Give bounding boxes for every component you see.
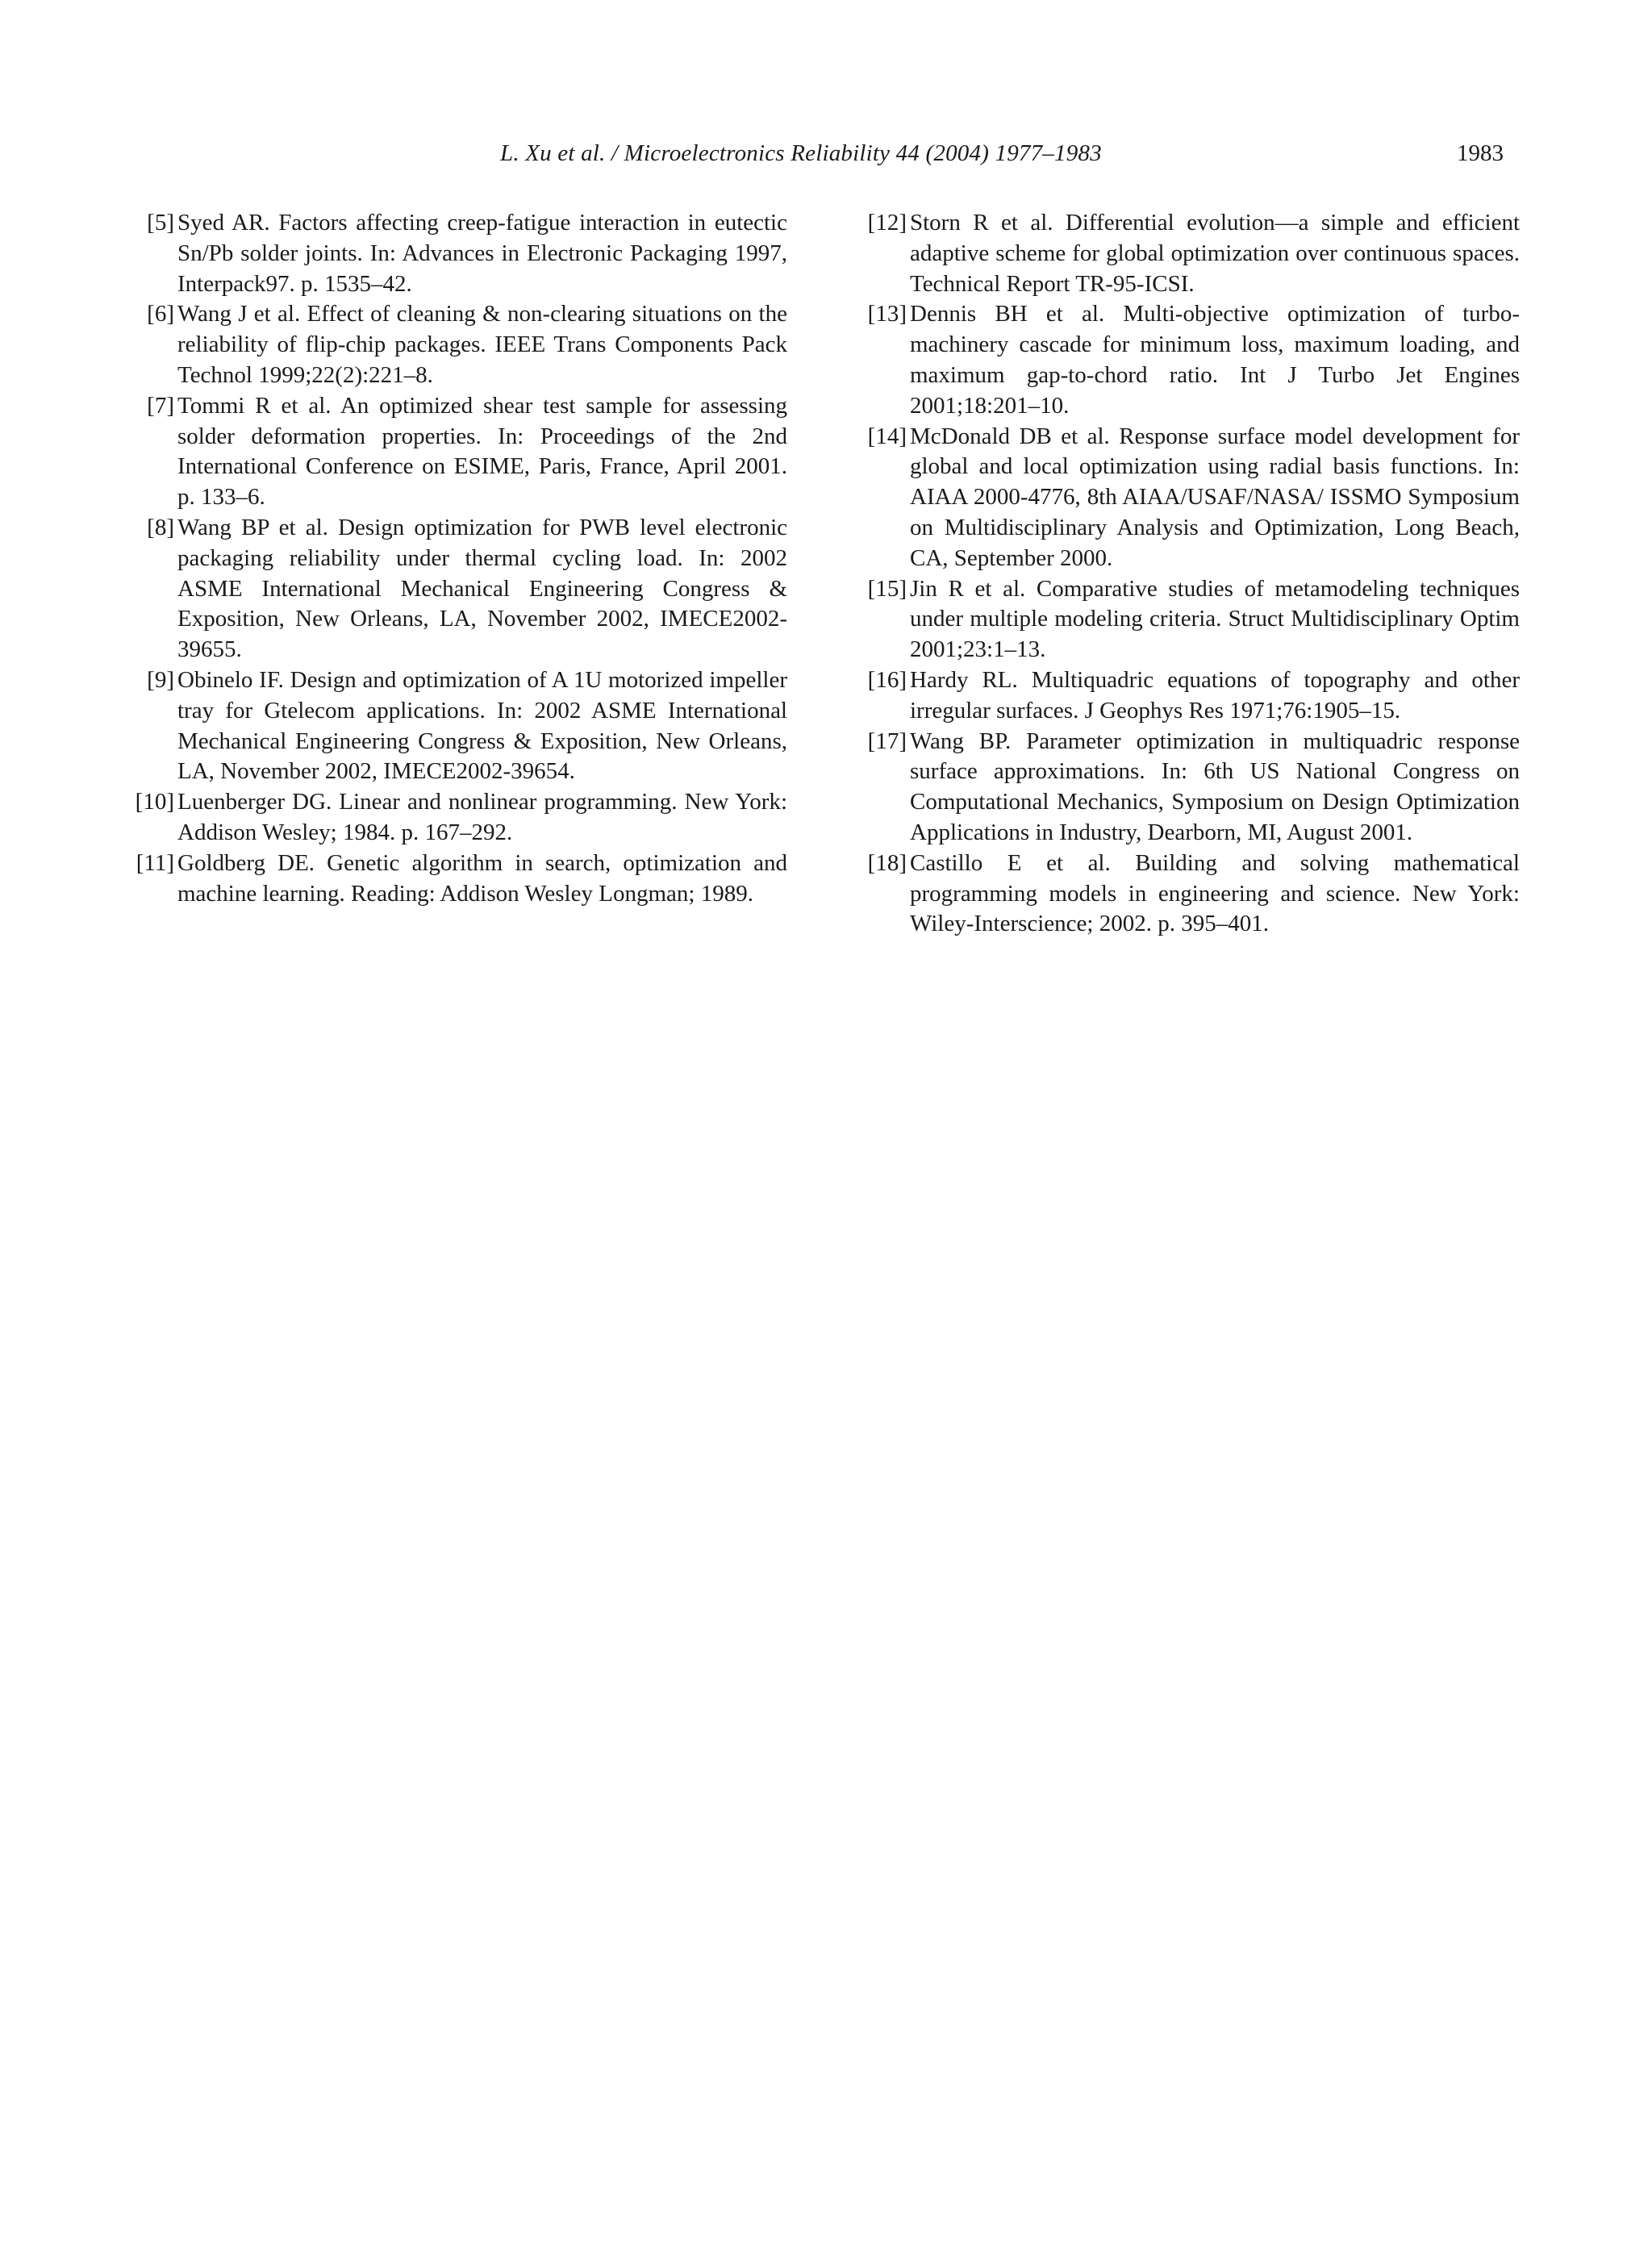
reference-item bbox=[865, 208, 1520, 299]
reference-item bbox=[132, 513, 787, 665]
reference-item bbox=[132, 208, 787, 299]
reference-text: Syed AR. Factors affecting creep-fatigue interaction in eutectic Sn/Pb solder joints. In: Advances in Electronic Packaging 1997, Interpack97. p. 1535–42. bbox=[177, 210, 787, 297]
reference-label: [9] bbox=[147, 666, 174, 693]
reference-text: McDonald DB et al. Response surface model development for global and local optimization using radial basis functions. In: AIAA 2000-4776, 8th AIAA/USAF/NASA/ ISSMO Symposium on Multidisciplinary Analysis and Optimization, Long Beach, CA, September 2000. bbox=[910, 423, 1520, 571]
reference-label: [12] bbox=[867, 210, 907, 236]
reference-label: [16] bbox=[867, 666, 907, 693]
reference-label: [17] bbox=[867, 728, 907, 754]
reference-item bbox=[865, 665, 1520, 727]
reference-item bbox=[132, 849, 787, 910]
reference-label: [18] bbox=[867, 849, 907, 876]
reference-text: Dennis BH et al. Multi-objective optimization of turbomachinery cascade for minimum loss, maximum loading, and maximum gap-to-chord ratio. Int J Turbo Jet Engines 2001;18:201–10. bbox=[910, 301, 1520, 419]
references-right-column bbox=[865, 208, 1520, 940]
reference-item bbox=[865, 422, 1520, 574]
reference-text: Obinelo IF. Design and optimization of A 1U motorized impeller tray for Gtelecom applications. In: 2002 ASME International Mechanical Engineering Congress & Exposition, New Orleans, LA, November 2002, IMECE2002-39654. bbox=[177, 666, 787, 785]
reference-text: Hardy RL. Multiquadric equations of topography and other irregular surfaces. J Geophys Res 1971;76:1905–15. bbox=[910, 666, 1520, 724]
reference-label: [13] bbox=[867, 301, 907, 327]
references-left-column bbox=[132, 208, 787, 909]
reference-text: Wang BP et al. Design optimization for PWB level electronic packaging reliability under thermal cycling load. In: 2002 ASME International Mechanical Engineering Congress & Exposition, New Orleans, LA, November 2002, IMECE2002-39655. bbox=[177, 514, 787, 663]
reference-text: Wang J et al. Effect of cleaning & non-clearing situations on the reliability of flip-chip packages. IEEE Trans Components Pack Technol 1999;22(2):221–8. bbox=[177, 301, 787, 388]
reference-item bbox=[132, 299, 787, 390]
reference-label: [15] bbox=[867, 575, 907, 602]
reference-text: Wang BP. Parameter optimization in multiquadric response surface approximations. In: 6th US National Congress on Computational Mechanics, Symposium on Design Optimization Applications in Industry, Dearborn, MI, August 2001. bbox=[910, 728, 1520, 845]
reference-text: Luenberger DG. Linear and nonlinear programming. New York: Addison Wesley; 1984. p. 167–292. bbox=[177, 789, 787, 845]
page-number: 1983 bbox=[1457, 140, 1504, 166]
reference-item bbox=[865, 574, 1520, 665]
reference-label: [8] bbox=[147, 514, 174, 540]
reference-label: [11] bbox=[136, 849, 174, 876]
reference-text: Goldberg DE. Genetic algorithm in search, optimization and machine learning. Reading: Addison Wesley Longman; 1989. bbox=[177, 849, 787, 907]
reference-text: Castillo E et al. Building and solving mathematical programming models in engineering and science. New York: Wiley-Interscience; 2002. p. 395–401. bbox=[910, 849, 1520, 937]
reference-label: [14] bbox=[867, 423, 907, 449]
running-head: L. Xu et al. / Microelectronics Reliability 44 (2004) 1977–1983 bbox=[500, 140, 1102, 166]
reference-item bbox=[865, 849, 1520, 940]
reference-text: Jin R et al. Comparative studies of metamodeling techniques under multiple modeling criteria. Struct Multidisciplinary Optim 2001;23:1–13. bbox=[910, 575, 1520, 663]
reference-item bbox=[132, 391, 787, 513]
reference-text: Tommi R et al. An optimized shear test sample for assessing solder deformation properties. In: Proceedings of the 2nd International Conference on ESIME, Paris, France, April 2001. p. 133–6. bbox=[177, 392, 787, 511]
reference-label: [5] bbox=[147, 210, 174, 236]
reference-text: Storn R et al. Differential evolution—a simple and efficient adaptive scheme for global optimization over continuous spaces. Technical Report TR-95-ICSI. bbox=[910, 210, 1520, 297]
reference-item bbox=[132, 665, 787, 787]
reference-item bbox=[865, 299, 1520, 421]
reference-item bbox=[132, 787, 787, 849]
reference-item bbox=[865, 727, 1520, 849]
reference-label: [7] bbox=[147, 392, 174, 419]
reference-label: [6] bbox=[147, 301, 174, 327]
reference-label: [10] bbox=[135, 789, 174, 815]
